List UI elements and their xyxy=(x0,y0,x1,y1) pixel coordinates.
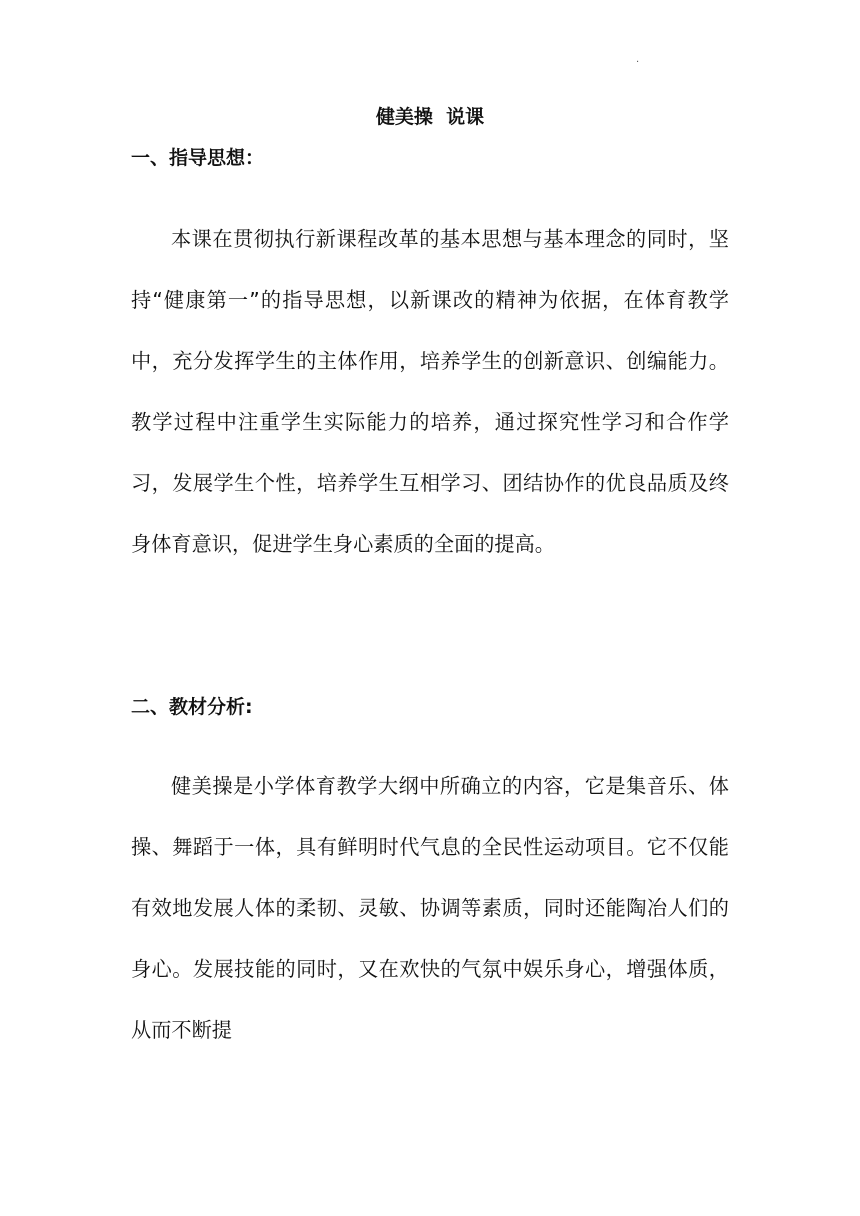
section-heading-material-analysis: 二、教材分析: xyxy=(131,696,253,718)
section-heading-guiding-ideology: 一、指导思想： xyxy=(131,147,265,169)
document-title: 健美操 说课 xyxy=(375,106,485,128)
section-paragraph-guiding-ideology: 本课在贯彻执行新课程改革的基本思想与基本理念的同时，坚持“健康第一”的指导思想，以新课改的精神为依据，在体育教学中，充分发挥学生的主体作用，培养学生的创新意识、创编能力。教学过程中注重学生实际能力的培养，通过探究性学习和合作学习，发展学生个性，培养学生互相学习、团结协作的优良品质及终身体育意识，促进学生身心素质的全面的提高。 xyxy=(131,227,729,556)
corner-mark: . xyxy=(636,54,640,65)
section-paragraph-material-analysis: 健美操是小学体育教学大纲中所确立的内容，它是集音乐、体操、舞蹈于一体，具有鲜明时代气息的全民性运动项目。它不仅能有效地发展人体的柔韧、灵敏、协调等素质，同时还能陶冶人们的身心。发展技能的同时，又在欢快的气氛中娱乐身心，增强体质，从而不断提 xyxy=(131,774,729,1042)
